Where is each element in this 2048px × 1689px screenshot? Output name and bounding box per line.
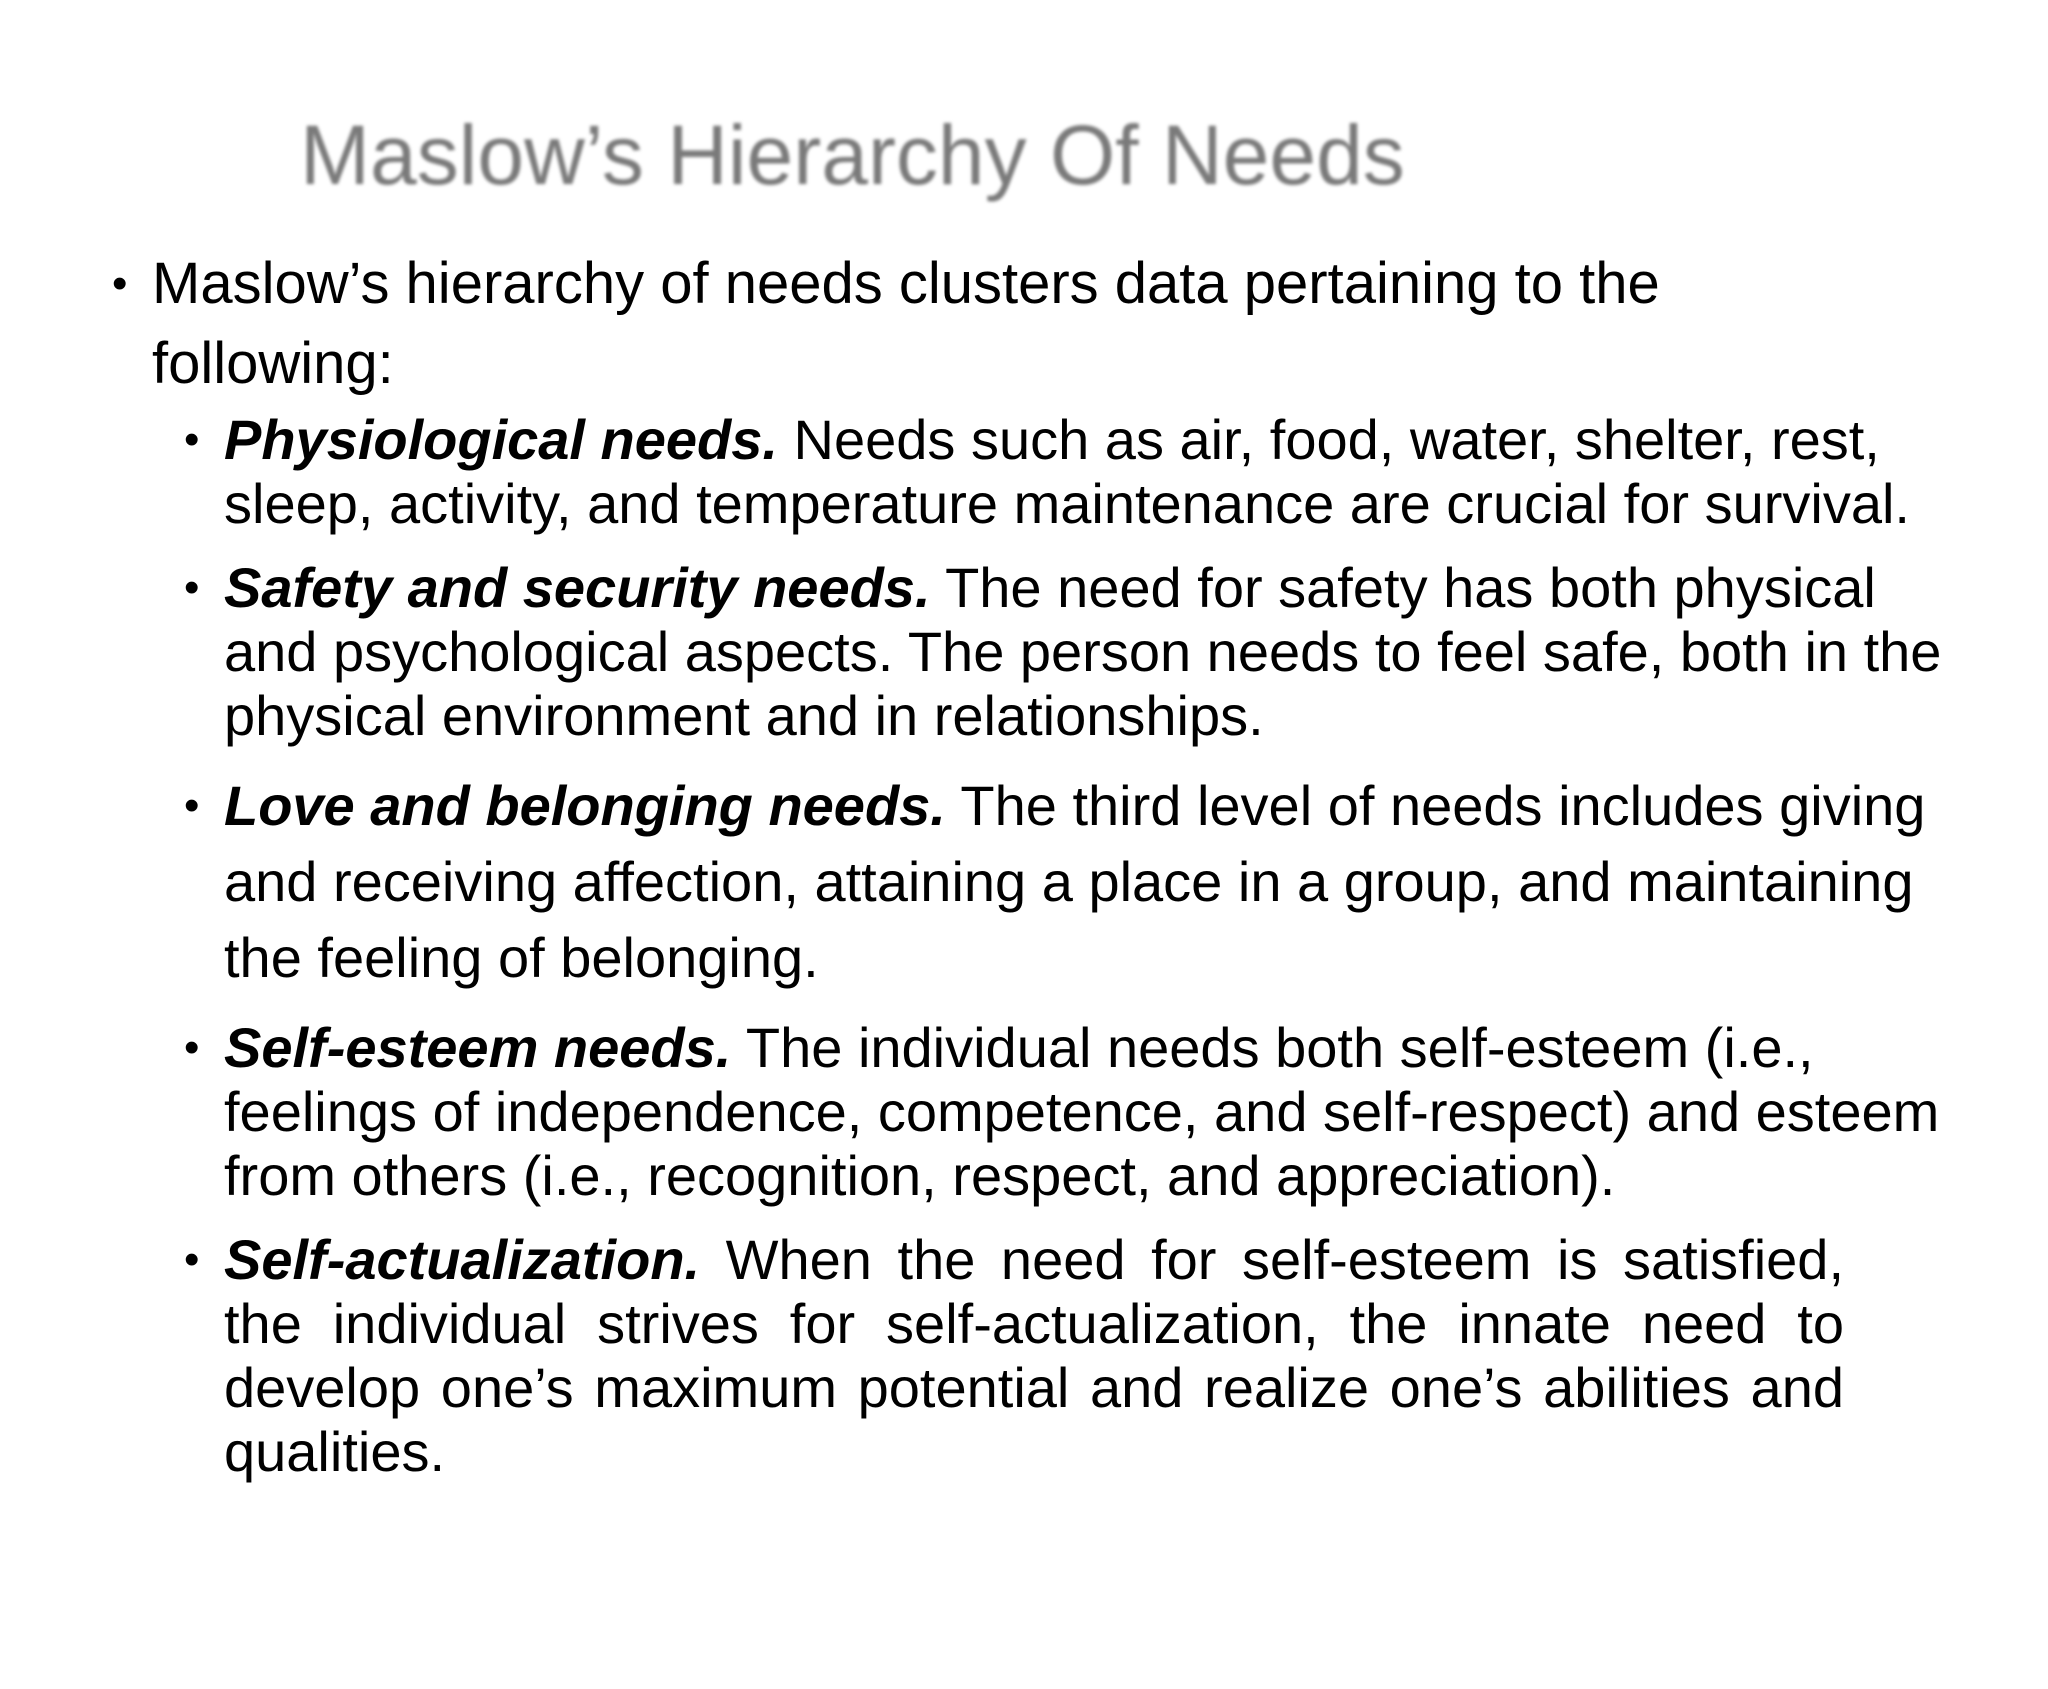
item-text: Needs such as air, food, water, shelter, rest, sleep, activity, and temperature maintenance are crucial for survival. [224,408,1910,535]
bullet-icon: • [112,259,128,308]
bullet-icon: • [184,1023,200,1072]
needs-list [112,408,1972,1484]
item-term: Safety and security needs. [224,556,931,619]
item-term: Physiological needs. [224,408,778,471]
list-item-safety [184,556,1984,748]
slide-title: Maslow’s Hierarchy Of Needs [300,108,1405,202]
list-item-love-belonging [184,768,1984,996]
bullet-icon: • [184,781,200,830]
item-text: The third level of needs includes giving and receiving affection, attaining a place in a group, and maintaining the feeling of belonging. [224,774,1926,989]
item-text: The individual needs both self-esteem (i.e., feelings of independence, competence, and self-respect) and esteem from others (i.e., recognition, respect, and appreciation). [224,1016,1940,1207]
item-term: Self-esteem needs. [224,1016,732,1079]
list-item-self-esteem [184,1016,1984,1208]
slide-body [112,244,1972,1504]
item-text: When the need for self-esteem is satisfied, the individual strives for self-actualization, the innate need to develop one’s maximum potential and realize one’s abilities and qualities. [224,1228,1844,1483]
intro-text: Maslow’s hierarchy of needs clusters data pertaining to the following: [152,251,1660,396]
intro-bullet [112,244,1892,404]
item-term: Love and belonging needs. [224,774,946,837]
bullet-icon: • [184,563,200,612]
item-text: The need for safety has both physical and psychological aspects. The person needs to feel safe, both in the physical environment and in relationships. [224,556,1942,747]
list-item-physiological [184,408,1984,536]
bullet-icon: • [184,1235,200,1284]
list-item-self-actualization [184,1228,1844,1484]
item-term: Self-actualization. [224,1228,701,1291]
bullet-icon: • [184,415,200,464]
